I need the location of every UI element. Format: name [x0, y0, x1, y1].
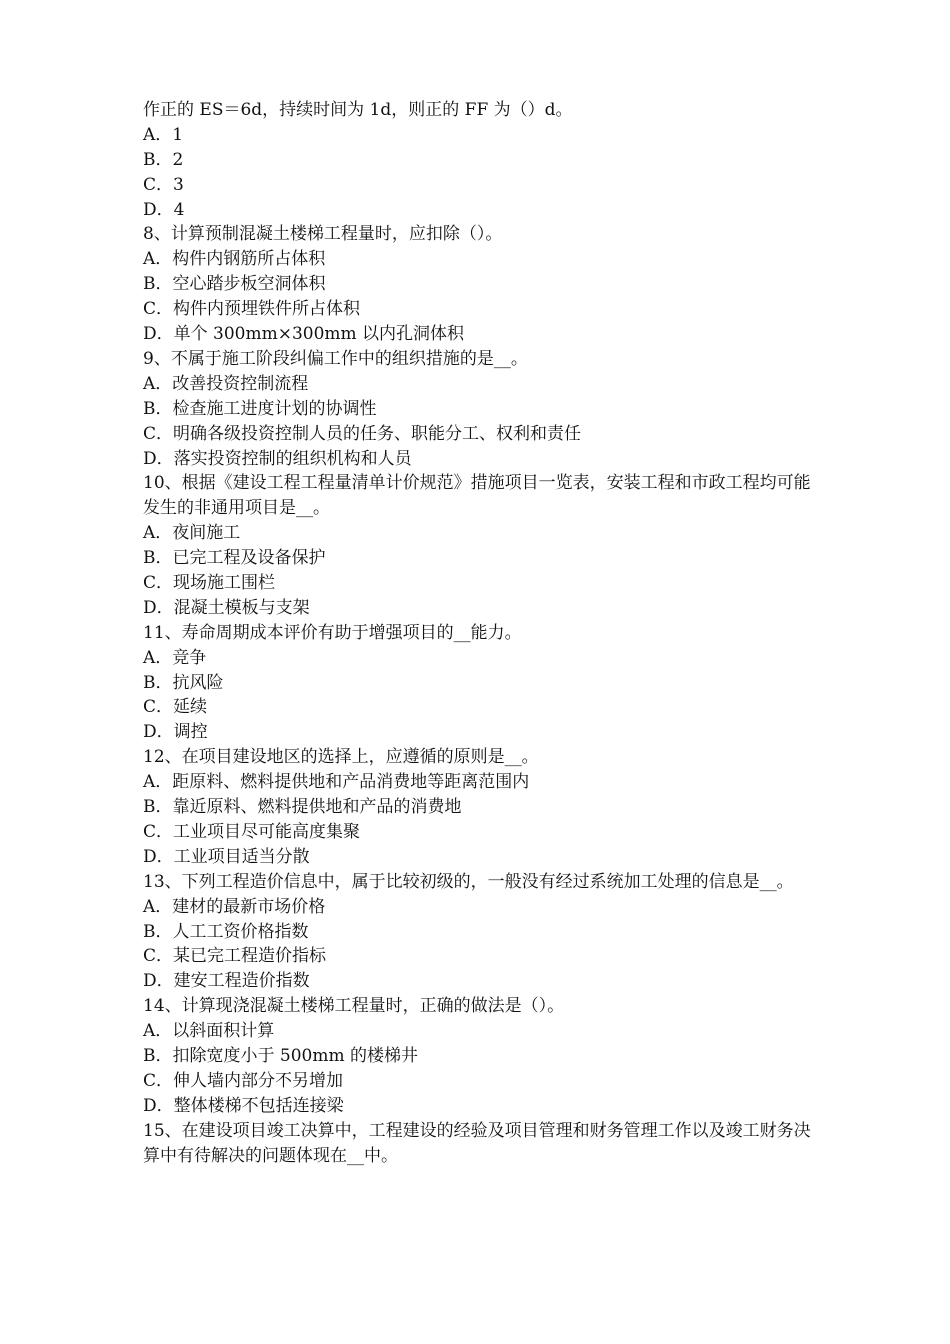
question-text: 9、不属于施工阶段纠偏工作中的组织措施的是__。 [143, 348, 528, 369]
answer-option: C．现场施工围栏 [143, 573, 276, 593]
question-text: 10、根据《建设工程工程量清单计价规范》措施项目一览表，安装工程和市政工程均可能发生的非通用项目是__。 [143, 473, 811, 519]
answer-option: B．2 [143, 149, 184, 170]
answer-option: D．调控 [143, 722, 208, 743]
answer-option: A．建材的最新市场价格 [143, 896, 326, 917]
answer-option: A．竞争 [143, 647, 207, 668]
answer-option: D．工业项目适当分散 [143, 846, 310, 867]
answer-option: A．夜间施工 [143, 523, 241, 544]
answer-option: B．已完工程及设备保护 [143, 548, 326, 569]
answer-option: D．落实投资控制的组织机构和人员 [143, 448, 412, 469]
answer-option: D．单个 300mm×300mm 以内孔洞体积 [143, 324, 465, 345]
answer-option: C．伸人墙内部分不另增加 [143, 1070, 344, 1091]
question-text: 8、计算预制混凝土楼梯工程量时，应扣除（）。 [143, 224, 503, 245]
answer-option: C．3 [143, 174, 184, 195]
answer-option: A．距原料、燃料提供地和产品消费地等距离范围内 [143, 772, 530, 793]
answer-option: A．以斜面积计算 [143, 1021, 275, 1042]
answer-option: A．改善投资控制流程 [143, 373, 309, 394]
question-text: 12、在项目建设地区的选择上，应遵循的原则是__。 [143, 747, 539, 768]
answer-option: B．抗风险 [143, 672, 224, 693]
answer-option: C．延续 [143, 697, 208, 718]
answer-option: B．检查施工进度计划的协调性 [143, 398, 377, 419]
question-text: 15、在建设项目竣工决算中，工程建设的经验及项目管理和财务管理工作以及竣工财务决算中有待解决的问题体现在__中。 [143, 1120, 811, 1166]
answer-option: D．4 [143, 199, 185, 220]
answer-option: C．明确各级投资控制人员的任务、职能分工、权利和责任 [143, 423, 582, 444]
question-text: 13、下列工程造价信息中，属于比较初级的，一般没有经过系统加工处理的信息是__。 [143, 871, 794, 892]
answer-option: A．1 [143, 124, 184, 145]
answer-option: B．空心踏步板空洞体积 [143, 274, 326, 295]
answer-option: B．人工工资价格指数 [143, 921, 309, 942]
answer-option: C．构件内预埋铁件所占体积 [143, 299, 361, 320]
document-body [143, 98, 823, 1168]
answer-option: D．建安工程造价指数 [143, 971, 310, 992]
answer-option: B．扣除宽度小于 500mm 的楼梯井 [143, 1045, 418, 1066]
answer-option: D．混凝土模板与支架 [143, 597, 310, 618]
question-text: 11、寿命周期成本评价有助于增强项目的__能力。 [143, 622, 522, 643]
question-text: 作正的 ES＝6d，持续时间为 1d，则正的 FF 为（）d。 [143, 100, 573, 120]
question-text: 14、计算现浇混凝土楼梯工程量时，正确的做法是（）。 [143, 996, 565, 1017]
answer-option: C．某已完工程造价指标 [143, 946, 327, 967]
answer-option: A．构件内钢筋所占体积 [143, 249, 326, 270]
answer-option: C．工业项目尽可能高度集聚 [143, 821, 361, 842]
answer-option: D．整体楼梯不包括连接梁 [143, 1095, 344, 1116]
answer-option: B．靠近原料、燃料提供地和产品的消费地 [143, 797, 462, 818]
